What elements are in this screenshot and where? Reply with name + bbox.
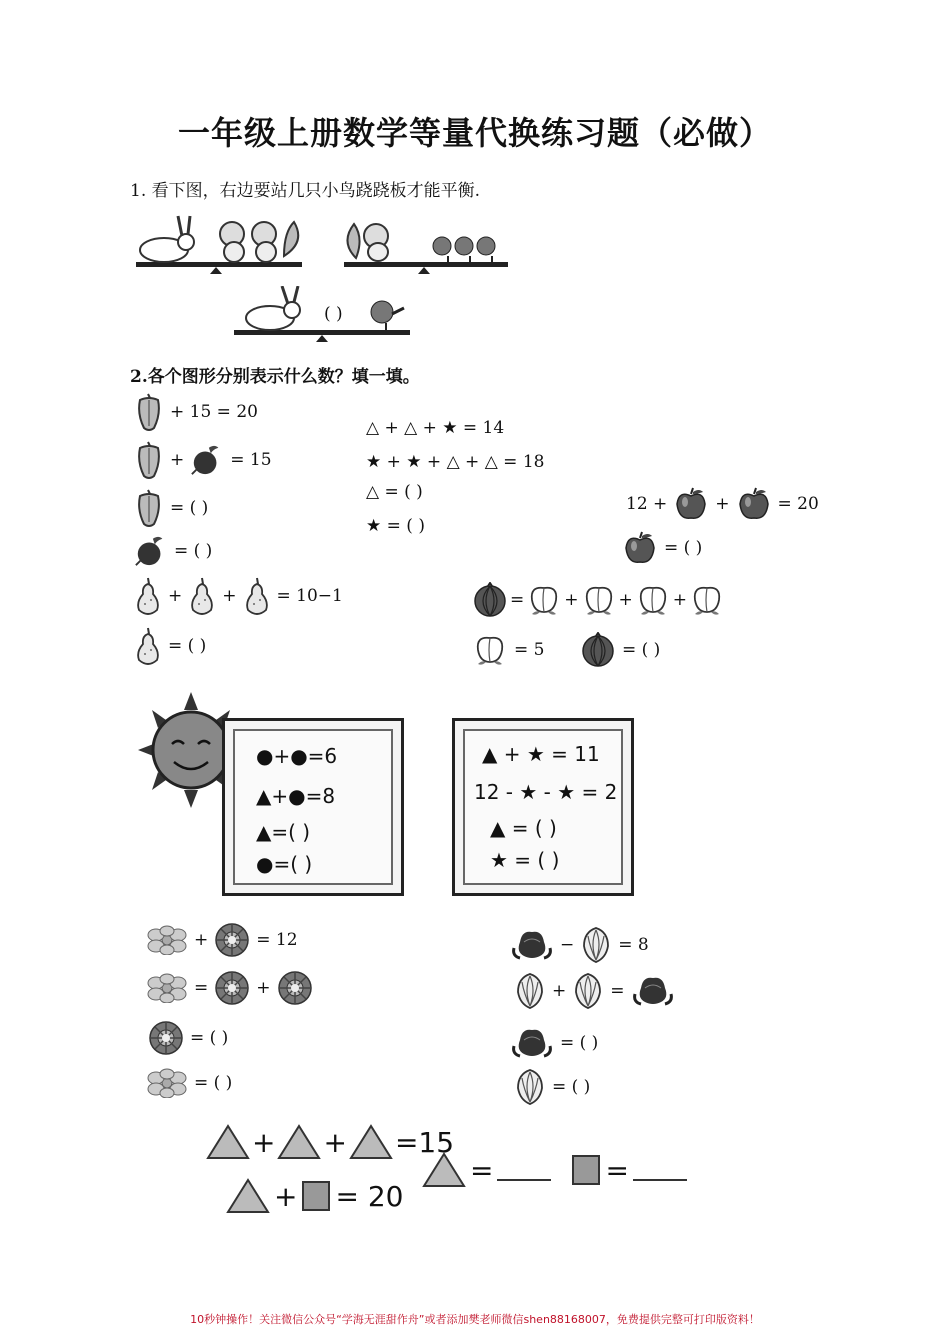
flower-icon — [146, 925, 188, 955]
seesaw-rabbit-vs-squirrels — [134, 212, 306, 274]
melon-icon — [472, 582, 508, 618]
apple-answer-blank[interactable]: = ( ) — [664, 538, 703, 558]
board-1-circle-answer[interactable]: ●=( ) — [256, 852, 313, 876]
board-1-line-2: ▲+●=8 — [256, 784, 336, 808]
apple-icon — [622, 530, 658, 566]
pear-eq-plus-1: + — [168, 586, 183, 606]
triangle-answer-line[interactable] — [497, 1159, 551, 1181]
pear-icon — [134, 576, 162, 616]
apple-eq-lead: 12 + — [626, 494, 668, 514]
apple-icon — [673, 486, 709, 522]
flower-eq-1-plus: + — [194, 930, 209, 950]
flower-answer — [146, 1068, 232, 1098]
square-answer-line[interactable] — [633, 1159, 687, 1181]
triangle-icon — [422, 1152, 466, 1188]
flower-answer-blank[interactable]: = ( ) — [194, 1073, 233, 1093]
pear-icon — [188, 576, 216, 616]
rabbit-icon — [246, 286, 300, 330]
melon-answer — [580, 632, 660, 668]
flower-eq-2-equals: = — [194, 978, 209, 998]
flower-eq-2 — [146, 970, 313, 1006]
peach-icon — [635, 582, 671, 618]
pepper-eq-1 — [134, 392, 258, 432]
pepper-eq-2-text: = 15 — [230, 450, 272, 470]
rose-eq-1-text: = 8 — [618, 935, 649, 955]
pear-eq — [134, 576, 343, 616]
rose-eq-1-minus: − — [560, 935, 575, 955]
pear-icon — [134, 626, 162, 666]
board-1-line-1: ●+●=6 — [256, 744, 338, 768]
gear-flower-icon — [214, 970, 250, 1006]
board-2-star-answer[interactable]: ★ = ( ) — [490, 848, 560, 872]
triangle-equals: = — [470, 1153, 494, 1187]
triangle-answer[interactable]: △ = ( ) — [366, 482, 423, 502]
square-equals: = — [605, 1153, 629, 1187]
board-1-triangle-answer[interactable]: ▲=( ) — [256, 820, 311, 844]
rose-eq-2-equals: = — [610, 981, 625, 1001]
melon-eq — [472, 582, 725, 618]
square-icon — [301, 1180, 331, 1212]
peach-value — [472, 632, 544, 668]
shapes-eq-1-plus-2: + — [323, 1125, 347, 1159]
shapes-eq-2-text: = 20 — [335, 1179, 404, 1213]
melon-icon — [580, 632, 616, 668]
shapes-eq-2-plus: + — [274, 1179, 298, 1213]
triangle-icon — [277, 1124, 321, 1160]
flower-icon — [146, 1068, 188, 1098]
bird-icon — [433, 237, 495, 262]
shapes-eq-1 — [206, 1124, 454, 1160]
melon-eq-plus-3: + — [672, 590, 687, 610]
bud-answer — [514, 1068, 590, 1106]
pepper-eq-2-plus: + — [170, 450, 185, 470]
shapes-eq-2 — [226, 1178, 403, 1214]
flower-icon — [146, 973, 188, 1003]
pepper-answer — [134, 488, 208, 528]
triangle-icon — [226, 1178, 270, 1214]
bud-icon — [514, 972, 546, 1010]
pear-icon — [243, 576, 271, 616]
star-answer[interactable]: ★ = ( ) — [366, 516, 425, 536]
apple-answer — [622, 530, 702, 566]
seesaw-squirrel-vs-birds — [342, 218, 510, 276]
melon-eq-plus-2: + — [618, 590, 633, 610]
board-2-triangle-answer[interactable]: ▲ = ( ) — [490, 816, 557, 840]
gear-flower-icon — [277, 970, 313, 1006]
apple-eq — [626, 486, 819, 522]
melon-answer-blank[interactable]: = ( ) — [622, 640, 661, 660]
gear-flower-answer — [148, 1020, 228, 1056]
melon-eq-plus-1: + — [564, 590, 579, 610]
bud-icon — [572, 972, 604, 1010]
peach-icon — [472, 632, 508, 668]
triangle-icon — [349, 1124, 393, 1160]
question-2: 2.各个图形分别表示什么数？填一填。 — [130, 367, 420, 387]
bird-icon — [371, 301, 404, 330]
pepper-icon — [134, 440, 164, 480]
peach-icon — [526, 582, 562, 618]
pear-answer — [134, 626, 206, 666]
radish-answer — [134, 534, 212, 568]
board-2-line-2: 12 - ★ - ★ = 2 — [474, 780, 618, 804]
shapes-eq-1-plus-1: + — [252, 1125, 276, 1159]
flower-eq-1-text: = 12 — [256, 930, 298, 950]
rose-answer — [510, 1026, 598, 1060]
shapes-answers — [422, 1152, 687, 1188]
pear-eq-text: = 10−1 — [276, 586, 343, 606]
answer-blank[interactable]: ( ) — [324, 304, 343, 324]
peach-icon — [689, 582, 725, 618]
board-2-line-1: ▲ + ★ = 11 — [482, 742, 600, 766]
shapes-eq-1-text: =15 — [394, 1125, 455, 1159]
square-icon — [571, 1154, 601, 1186]
pepper-icon — [134, 488, 164, 528]
triangle-icon — [206, 1124, 250, 1160]
rose-icon — [631, 974, 675, 1008]
star-eq-2: ★ + ★ + △ + △ = 18 — [366, 452, 545, 472]
question-1: 1. 看下图，右边要站几只小鸟跷跷板才能平衡. — [130, 181, 481, 201]
footer-note: 10秒钟操作！关注微信公众号“学海无涯甜作舟”或者添加樊老师微信shen88168007，免费提供完整可打印版资料！ — [190, 1313, 760, 1326]
rose-answer-blank[interactable]: = ( ) — [560, 1033, 599, 1053]
apple-eq-text: = 20 — [777, 494, 819, 514]
flower-eq-1 — [146, 922, 298, 958]
melon-eq-equals: = — [510, 590, 525, 610]
gear-flower-answer-blank[interactable]: = ( ) — [190, 1028, 229, 1048]
gear-flower-icon — [214, 922, 250, 958]
rose-eq-2 — [514, 972, 675, 1010]
pepper-eq-2 — [134, 440, 272, 480]
flower-eq-2-plus: + — [256, 978, 271, 998]
rose-icon — [510, 1026, 554, 1060]
bud-icon — [580, 926, 612, 964]
pepper-eq-1-text: + 15 = 20 — [170, 402, 258, 422]
radish-icon — [134, 534, 168, 568]
star-eq-1: △ + △ + ★ = 14 — [366, 418, 505, 438]
rose-eq-2-plus: + — [552, 981, 567, 1001]
rose-eq-1 — [510, 926, 649, 964]
page-title: 一年级上册数学等量代换练习题（必做） — [177, 114, 772, 152]
pear-eq-plus-2: + — [222, 586, 237, 606]
radish-icon — [190, 443, 224, 477]
gear-flower-icon — [148, 1020, 184, 1056]
pear-answer-blank[interactable]: = ( ) — [168, 636, 207, 656]
peach-icon — [581, 582, 617, 618]
bud-icon — [514, 1068, 546, 1106]
peach-value-text: = 5 — [514, 640, 545, 660]
apple-eq-plus: + — [715, 494, 730, 514]
seesaw-rabbit-vs-blank — [232, 286, 414, 344]
rose-icon — [510, 928, 554, 962]
apple-icon — [736, 486, 772, 522]
bud-answer-blank[interactable]: = ( ) — [552, 1077, 591, 1097]
pepper-answer-blank[interactable]: = ( ) — [170, 498, 209, 518]
squirrel-icon — [347, 224, 388, 261]
radish-answer-blank[interactable]: = ( ) — [174, 541, 213, 561]
pepper-icon — [134, 392, 164, 432]
squirrel-icon — [220, 222, 298, 262]
rabbit-icon — [140, 216, 194, 262]
